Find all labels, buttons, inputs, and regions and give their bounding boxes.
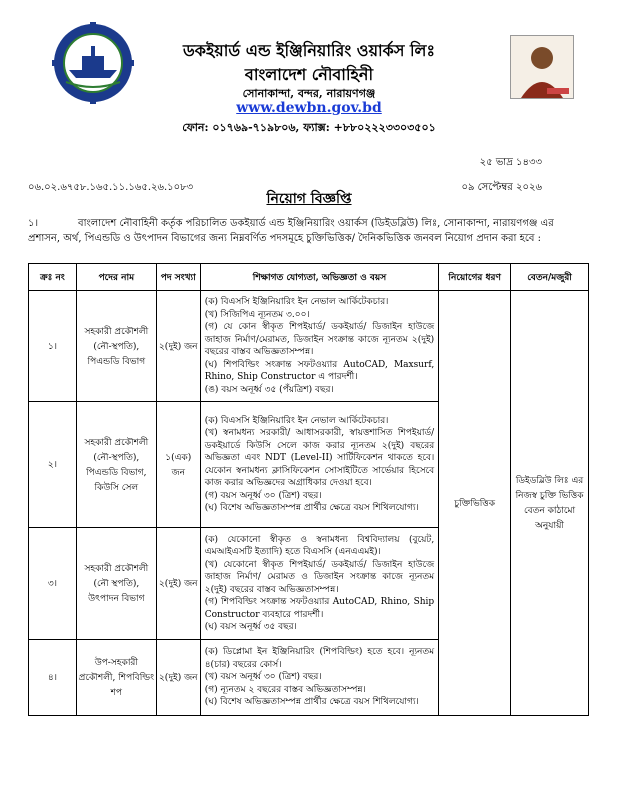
qualification-item: (খ) স্বনামধন্য সরকারী/ আধাসরকারী, স্বায়ত্তশাসিত শিপইয়ার্ড/ ডকইয়ার্ডে কিউসি সেলে কাজ করার ন্যূনতম ২(দুই) বছরের অভিজ্ঞতা এবং NDT (Level-II) সার্টিফিকেশন থাকতে হবে। যেকোন স্বনামধন্য ক্লাসিফিকেশন সোসাইটিতে সার্ভেয়ার হিসেবে কাজ করার অভিজ্ঞদের অগ্রাধিকার দেওয়া হবে। (204, 428, 435, 488)
qualification-item: (ঙ) বয়স অনূর্ধ্ব ৩৫ (পঁয়ত্রিশ) বছর। (204, 384, 334, 395)
qualification-item: (খ) বয়স অনূর্ধ্ব ৩০ (ত্রিশ) বছর। (204, 672, 322, 683)
memo-number: ০৬.০২.৬৭৫৮.১৬৫.১১.১৬৫.২৬.১০৮৩ (28, 182, 194, 193)
header-post: পদের নাম (76, 264, 156, 291)
date-gregorian: ০৯ সেপ্টেম্বর ২০২৬ (461, 182, 542, 193)
qualification-item: (গ) শিপবিল্ডিং সংক্রান্ত সফটওয়্যার AutoCAD, Rhino, Ship Constructor ব্যবহারে পারদর্শী। (204, 597, 435, 620)
qualification-item: (ক) যেকোনো স্বীকৃত ও স্বনামধন্য বিশ্ববিদ্যালয় (বুয়েট, এমআইএসটি ইত্যাদি) হতে বিএসসি (এনএএমই)। (204, 534, 435, 557)
intro-paragraph (28, 216, 588, 246)
row-qualifications (200, 402, 438, 528)
row-qualifications (200, 528, 438, 640)
vacancy-table (28, 263, 589, 716)
salary-info: ডিইডব্লিউ লিঃ এর নিজস্ব চুক্তি ভিত্তিক বেতন কাঠামো অনুযায়ী (511, 291, 589, 716)
notice-title (0, 187, 618, 211)
header-count: পদ সংখ্যা (156, 264, 200, 291)
website-line (0, 100, 618, 116)
row-count: ২(দুই) জন (156, 640, 200, 716)
qualification-item: (ঘ) শিপবিল্ডিং সংক্রান্ত সফটওয়্যার AutoCAD, Maxsurf, Rhino, Ship Constructor এ পারদর্শী। (204, 359, 435, 382)
row-serial: ৩। (29, 528, 77, 640)
qualification-item: (ক) বিএসসি ইঞ্জিনিয়ারিং ইন নেভাল আর্কিটেকচার। (204, 415, 389, 426)
row-qualifications (200, 291, 438, 402)
row-count: ২(দুই) জন (156, 528, 200, 640)
date-bangla: ২৫ ভাদ্র ১৪৩৩ (479, 157, 542, 168)
row-count: ১(এক) জন (156, 402, 200, 528)
header-salary: বেতন/মজুরী (511, 264, 589, 291)
qualification-item: (ঘ) বিশেষ অভিজ্ঞতাসম্পন্ন প্রার্থীর ক্ষেত্রে বয়স শিথিলযোগ্য। (204, 697, 419, 708)
row-qualifications (200, 640, 438, 716)
navy-name: বাংলাদেশ নৌবাহিনী (244, 65, 374, 84)
qualification-item: (ঘ) বয়স অনূর্ধ্ব ৩৫ বছর। (204, 622, 297, 632)
recruitment-type: চুক্তিভিত্তিক (439, 291, 511, 716)
row-serial: ১। (29, 291, 77, 402)
header-recruitment-type: নিয়োগের ধরণ (439, 264, 511, 291)
website-link[interactable]: www.dewbn.gov.bd (236, 100, 382, 116)
qualification-item: (ক) ডিপ্লোমা ইন ইঞ্জিনিয়ারিং (শিপবিল্ডিং) হতে হবে। ন্যূনতম ৪(চার) বছরের কোর্স। (204, 647, 435, 670)
qualification-item: (খ) যেকোনো স্বীকৃত শিপইয়ার্ড/ ডকইয়ার্ড/ ডিজাইন হাউজে জাহাজ নির্মাণ/ মেরামত ও ডিজাইন সংক্রান্ত কাজে ন্যূনতম ২(দুই) বছরের বাস্তব অভিজ্ঞতাসম্পন্ন। (204, 559, 435, 595)
notice-title-text: নিয়োগ বিজ্ঞপ্তি (266, 191, 352, 207)
header-serial: ক্রঃ নং (29, 264, 77, 291)
row-post: সহকারী প্রকৌশলী (নৌ-স্থপতি), পিএন্ডডি বিভাগ (76, 291, 156, 402)
intro-number: ১। (28, 218, 39, 229)
header-qualification: শিক্ষাগত যোগ্যতা, অভিজ্ঞতা ও বয়স (200, 264, 438, 291)
table-row (29, 291, 589, 402)
address: সোনাকান্দা, বন্দর, নারায়ণগঞ্জ (242, 87, 376, 100)
intro-text: বাংলাদেশ নৌবাহিনী কর্তৃক পরিচালিত ডকইয়ার্ড এন্ড ইঞ্জিনিয়ারিং ওয়ার্কস (ডিইডব্লিউ) লিঃ, সোনাকান্দা, নারায়ণগঞ্জ এর প্রশাসন, অর্থ, পিএন্ডডি ও উৎপাদন বিভাগের জন্য নিম্নবর্ণিত পদসমূহে চুক্তিভিত্তিক/ দৈনিকভিত্তিক জনবল নিয়োগ প্রদান করা হবে : (28, 218, 554, 244)
row-post: সহকারী প্রকৌশলী (নৌ স্থপতি), উৎপাদন বিভাগ (76, 528, 156, 640)
qualification-item: (ক) বিএসসি ইঞ্জিনিয়ারিং ইন নেভাল আর্কিটেকচার। (204, 297, 389, 307)
row-post: সহকারী প্রকৌশলী (নৌ-স্থপতি), পিএন্ডডি বিভাগ, কিউসি সেল (76, 402, 156, 528)
contact-info: ফোন: ০১৭৬৯-৭১৯৮০৬, ফ্যাক্স: +৮৮০২২২৩৩০৩৫০১ (182, 121, 436, 134)
row-serial: ২। (29, 402, 77, 528)
qualification-item: (গ) বয়স অনূর্ধ্ব ৩০ (ত্রিশ) বছর। (204, 490, 322, 501)
row-count: ২(দুই) জন (156, 291, 200, 402)
qualification-item: (গ) ন্যূনতম ২ বছরের বাস্তব অভিজ্ঞতাসম্পন্ন। (204, 684, 366, 695)
organization-name: ডকইয়ার্ড এন্ড ইঞ্জিনিয়ারিং ওয়ার্কস লিঃ (182, 41, 436, 60)
qualification-item: (ঘ) বিশেষ অভিজ্ঞতাসম্পন্ন প্রার্থীর ক্ষেত্রে বয়স শিথিলযোগ্য। (204, 503, 419, 513)
row-serial: ৪। (29, 640, 77, 716)
row-post: উপ-সহকারী প্রকৌশলী, শিপবিল্ডিং শপ (76, 640, 156, 716)
qualification-item: (গ) যে কোন স্বীকৃত শিপইয়ার্ড/ ডকইয়ার্ড/ ডিজাইন হাউজে জাহাজ নির্মাণ/মেরামত, ডিজাইন সংক্রান্ত কাজে ন্যূনতম ২(দুই) বছরের বাস্তব অভিজ্ঞতাসম্পন্ন। (204, 322, 435, 357)
table-header-row (29, 264, 589, 291)
qualification-item: (খ) সিজিপিএ ন্যূনতম ৩.০০। (204, 309, 310, 320)
